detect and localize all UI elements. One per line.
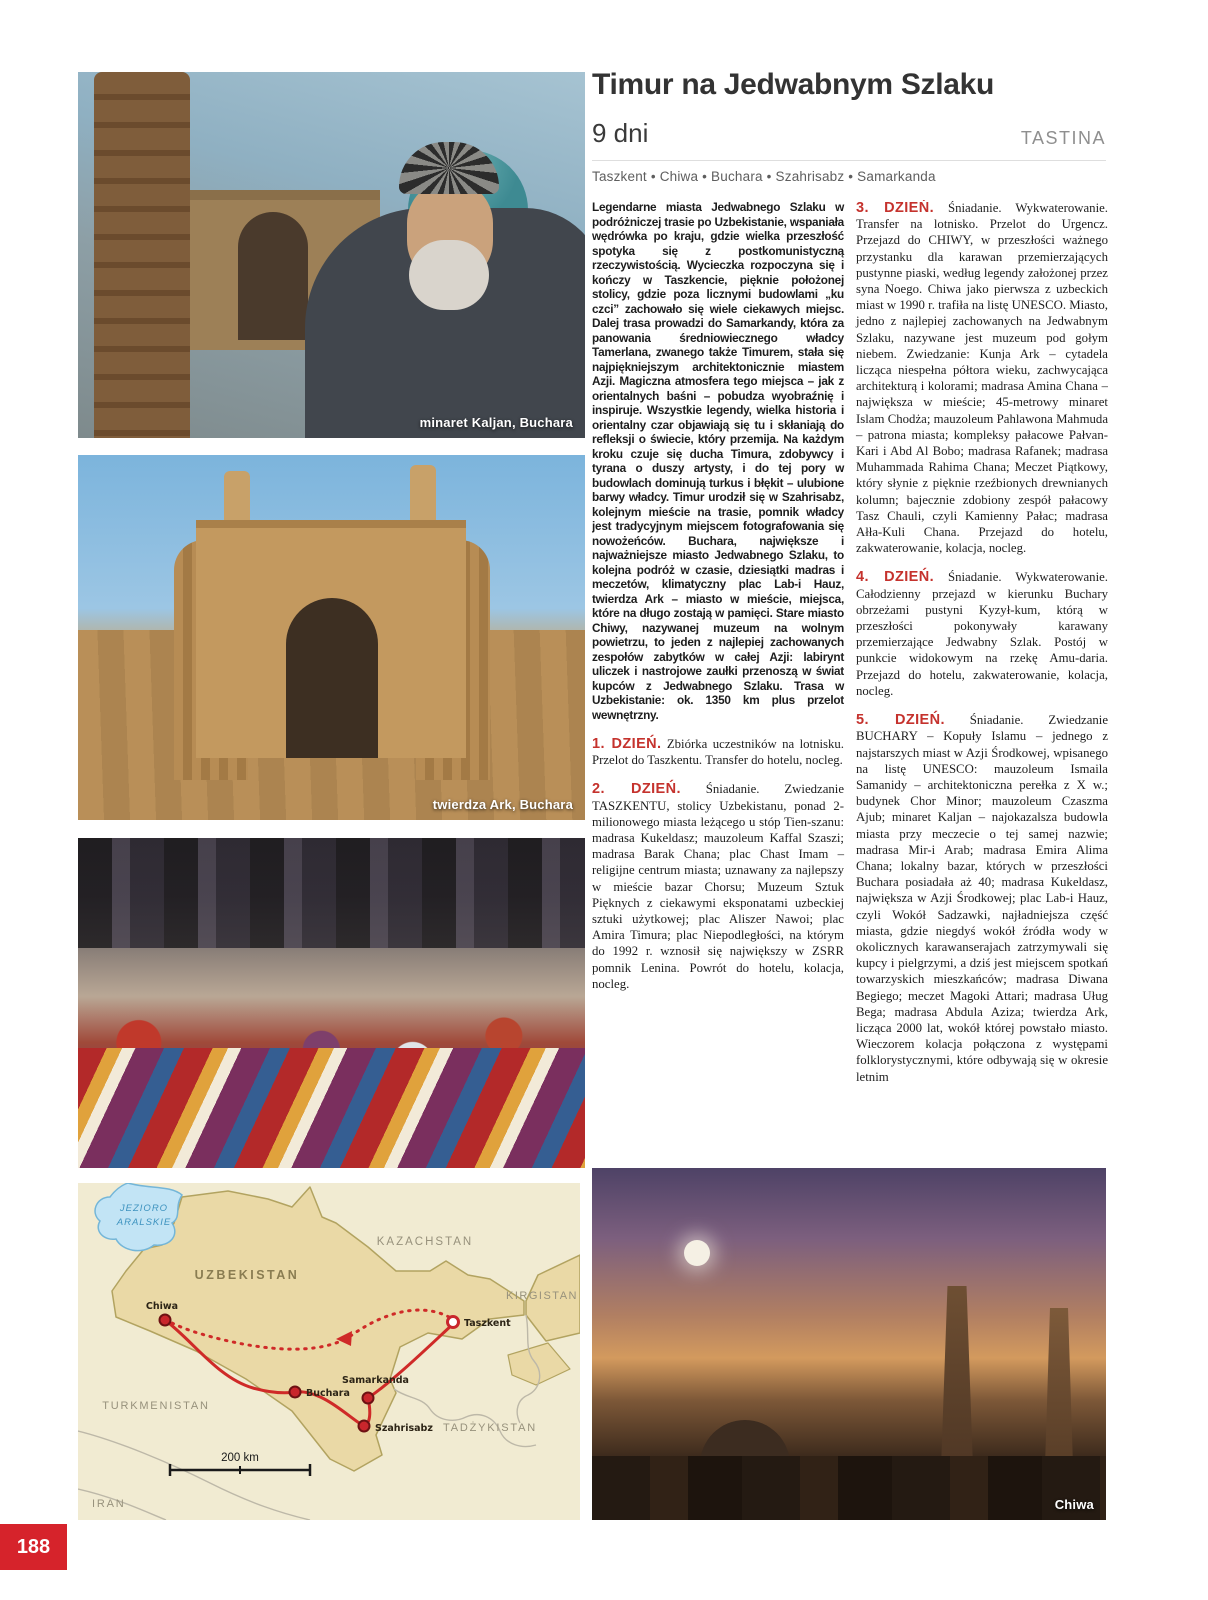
- scale-label: 200 km: [221, 1452, 259, 1464]
- day-4-block: [856, 569, 1108, 699]
- fortress-gate-arch: [286, 598, 378, 758]
- itinerary-column-1: [592, 200, 844, 1165]
- itinerary-columns: [592, 200, 1108, 1165]
- itinerary-column-2: [856, 200, 1108, 1165]
- day-5-block: [856, 712, 1108, 1085]
- country-label-iran: IRAN: [92, 1498, 126, 1510]
- city-marker-taszkent-start: [448, 1317, 459, 1328]
- trip-duration: 9 dni: [592, 118, 649, 148]
- city-label-szahrisabz: Szahrisabz: [375, 1423, 433, 1434]
- page-number-badge: 188: [0, 1524, 67, 1570]
- karakul-hat-shape: [399, 142, 499, 194]
- city-label-buchara: Buchara: [306, 1388, 350, 1399]
- city-label-samarkanda: Samarkanda: [342, 1375, 409, 1386]
- day-1-text: Zbiórka uczestników na lotnisku. Przelot do Taszkentu. Transfer do hotelu, nocleg.: [592, 737, 845, 768]
- day-3-label: 3. DZIEŃ.: [856, 200, 934, 216]
- moon-shape: [684, 1240, 710, 1266]
- photo-caption: twierdza Ark, Buchara: [432, 797, 573, 812]
- city-label-chiwa: Chiwa: [145, 1301, 179, 1312]
- minaret-shape: [94, 72, 190, 438]
- day-4-text: Śniadanie. Wykwaterowanie. Całodzienny przejazd w kierunku Buchary obrzeżami pustyni Kyzył-kum, którą w przeszłości pokonywały karawany przemierzające Jedwabny Szlak. Postój w punkcie widokowym na rzekę Amu-daria. Przejazd do hotelu, zakwaterowanie, kolacja, nocleg.: [856, 570, 1108, 698]
- madrasa-arch-shape: [238, 212, 308, 340]
- photo-chiwa-evening: [592, 1168, 1106, 1520]
- route-summary: Taszkent • Chiwa • Buchara • Szahrisabz • Samarkanda: [592, 160, 1106, 184]
- lake-label: JEZIORO: [119, 1203, 169, 1214]
- photo-bazaar: [78, 838, 585, 1168]
- day-1-label: 1. DZIEŃ.: [592, 736, 662, 752]
- day-3-block: [856, 200, 1108, 556]
- photo-caption: Chiwa: [1054, 1497, 1094, 1512]
- fabric-display-band: [78, 1048, 585, 1168]
- intro-paragraph: Legendarne miasta Jedwabnego Szlaku w podróżniczej trasie po Uzbekistanie, wspaniała wędrówka po kraju, gdzie wielka przeszłość spotyka się z postkomunistyczną rzeczywistością. Wycieczka rozpoczyna się i kończy w Taszkencie, pięknie położonej stolicy, gdzie poza licznymi budowlami „ku czci” zachowało się wiele ciekawych miejsc. Dalej trasa prowadzi do Samarkandy, która za panowania średniowiecznego władcy Tamerlana, zwanego także Timurem, stała się najpiękniejszym architektonicznie miastem Azji. Magiczna atmosfera tego miejsca – jak z orientalnych baśni – pobudza wyobraźnię i inspiruje. Wszystkie legendy, wielka historia i orientalny czar objawiają się tu i skłaniają do refleksji o świecie, który przemija. Na każdym kroku czuje się ducha Timura, zdobywcy i tyrana o duszy artysty, i do tej pory w budowlach dominują turkus i błękit – ulubione barwy władcy. Timur urodził się w Szahrisabz, kolejnym mieście na trasie, pomnik władcy jest tradycyjnym miejscem fotografowania się nowożeńców. Buchara, największe i najważniejsze miasto Jedwabnego Szlaku, to kolejna podróż w czasie, dziesiątki madras i meczetów, klimatyczny plac Lab-i Hauz, twierdza Ark – miasto w mieście, miejsca, które na długo zostają w pamięci. Stare miasto Chiwy, nazywanej muzeum na wolnym powietrzu, to jeden z najlepiej zachowanych zespołów zabytków w całej Azji: labirynt uliczek i nastrojowe zaułki przenoszą w świat kupców z Jedwabnego Szlaku. Trasa w Uzbekistanie: ok. 1350 km plus przelot wewnętrzny.: [592, 200, 844, 722]
- country-label-uzbekistan: UZBEKISTAN: [194, 1268, 300, 1282]
- old-man-beard: [409, 240, 489, 310]
- duration-row: [592, 118, 1106, 149]
- photo-ark-fortress: [78, 455, 585, 820]
- lake-label: ARALSKIE: [116, 1217, 172, 1228]
- photo-caption: minaret Kaljan, Buchara: [419, 415, 573, 430]
- country-label-tadzykistan: TADŻYKISTAN: [443, 1422, 537, 1434]
- map-svg: [78, 1183, 580, 1520]
- brand-logo: TASTINA: [1020, 128, 1106, 148]
- photo-minaret-kaljan: [78, 72, 585, 438]
- city-label-taszkent: Taszkent: [464, 1318, 511, 1329]
- country-label-turkmenistan: TURKMENISTAN: [102, 1400, 210, 1412]
- day-2-text: Śniadanie. Zwiedzanie TASZKENTU, stolicy Uzbekistanu, ponad 2-milionowego miasta leżącego u stóp Tien-szanu: madrasa Kukeldasz; mauzoleum Kaffal Szaszi; madrasa Barak Chana; plac Chast Imam – religijne centrum miasta; uznawany za najlepszy w mieście bazar Chorsu; Muzeum Sztuk Pięknych z ciekawymi eksponatami uzbeckiej sztuki użytkowej; plac Aliszer Nawoi; plac Amira Timura; plac Niepodległości, na którym do 1992 r. wznosił się największy w ZSRR pomnik Lenina. Powrót do hotelu, kolacja, nocleg.: [592, 782, 845, 991]
- country-label-kazachstan: KAZACHSTAN: [376, 1236, 474, 1248]
- textile-stall-band: [78, 838, 585, 948]
- route-map: [78, 1183, 580, 1520]
- city-skyline-silhouette: [592, 1456, 1106, 1520]
- city-marker-buchara: [290, 1387, 301, 1398]
- day-1-block: [592, 736, 844, 768]
- city-marker-chiwa: [160, 1315, 171, 1326]
- country-label-kirgistan: KIRGISTAN: [506, 1290, 578, 1302]
- page-title: Timur na Jedwabnym Szlaku: [592, 68, 995, 101]
- day-3-text: Śniadanie. Wykwaterowanie. Transfer na lotnisko. Przelot do Urgencz. Przejazd do CHIWY, w przeszłości ważnego przystanku dla karawan przemierzających pustynne piaski, według legendy założonej przez syna Noego. Chiwa jako pierwsza z uzbeckich miast w 1990 r. trafiła na listę UNESCO. Miasto, jedno z najlepiej zachowanych na Jedwabnym Szlaku, nazywane jest muzeum pod gołym niebem. Zwiedzanie: Kunja Ark – cytadela licząca niespełna półtora wieku, zachwycająca architekturą i kolorami; madrasa Amina Chana – największa w mieście; 45-metrowy minaret Islam Chodża; mauzoleum Pahlawona Mahmuda – patrona miasta; kompleksy pałacowe Pałvan-Kari i Abd Al Bobo; madrasa Rafanek; madrasa Muhammada Rahima Chana; Meczet Piątkowy, który słynie z pięknie rzeźbionych drewnianych kolumn; bajecznie zdobiony zespół pałacowy Tasz Chauli, czyli Kamienny Pałac; madrasa Ałła-Kuli Chana. Przejazd do hotelu, zakwaterowanie, kolacja, nocleg.: [856, 201, 1108, 556]
- day-2-label: 2. DZIEŃ.: [592, 781, 681, 798]
- city-marker-szahrisabz: [359, 1421, 370, 1432]
- day-4-label: 4. DZIEŃ.: [856, 569, 934, 586]
- day-5-label: 5. DZIEŃ.: [856, 712, 945, 729]
- city-marker-samarkanda: [363, 1393, 374, 1404]
- day-5-text: Śniadanie. Zwiedzanie BUCHARY – Kopuły Islamu – jednego z najstarszych miast w Azji Środkowej, wpisanego na listę UNESCO: mauzoleum Ismaila Samanidy – architektoniczna perełka z X w.; budynek Chor Minor; mauzoleum Czaszma Ajub; minaret Kaljan – najokazalsza budowla miasta przy meczecie o tej samej nazwie; madrasa Mir-i Arab; madrasa Emira Alima Chana; lokalny bazar, których w przeszłości Buchara posiadała aż 40; madrasa Kukeldasz, największa w Azji Środkowej; plac Lab-i Hauz, czyli Wokół Sadzawki, najładniejsza część miasta, gdzie niegdyś wokół źródła wody w okolicznych karawanserajach zatrzymywali się kupcy i pielgrzymi, a dziś jest miejscem spotkań towarzyskich mieszkańców; madrasa Diwana Begiego; meczet Magoki Attari; madrasa Uług Bega; madrasa Abdula Aziza; twierdza Ark, licząca 2000 lat, wokół której powstało miasto. Wieczorem kolacja połączona z występami folklorystycznymi, które odbywają się w okresie letnim: [856, 713, 1108, 1084]
- day-2-block: [592, 781, 844, 992]
